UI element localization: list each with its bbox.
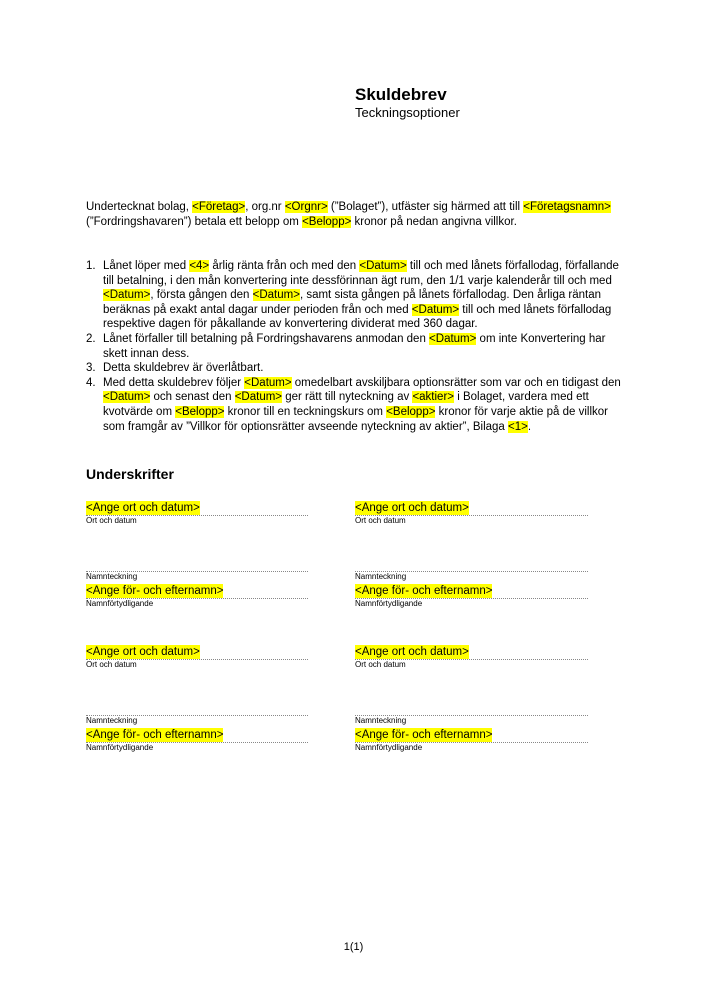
namnfortydligande-label: Namnförtydligande: [355, 599, 423, 608]
namnfortydligande-label: Namnförtydligande: [86, 599, 154, 608]
placeholder-field[interactable]: <aktier>: [412, 391, 454, 404]
term-text: [103, 259, 626, 332]
placeholder-field[interactable]: <Orgnr>: [284, 201, 328, 213]
placeholder-field[interactable]: <Datum>: [244, 376, 292, 389]
text-run: ger rätt till nyteckning av: [282, 391, 413, 404]
placeholder-field[interactable]: <Ange för- och efternamn>: [355, 729, 493, 741]
signature-block: [355, 644, 588, 753]
placeholder-field[interactable]: <Företagsnamn>: [523, 201, 611, 213]
namnfortydligande-field[interactable]: [86, 727, 308, 743]
text-run: .: [527, 420, 532, 433]
placeholder-field[interactable]: <Datum>: [252, 289, 300, 302]
signatures-heading: Underskrifter: [86, 466, 174, 482]
term-number: 3.: [86, 362, 96, 375]
text-run: och senast den: [150, 391, 235, 404]
ort-och-datum-field[interactable]: [86, 500, 308, 516]
document-title: Skuldebrev: [355, 85, 447, 104]
signature-group: [86, 644, 588, 753]
term-text: [103, 361, 626, 376]
placeholder-field[interactable]: <Belopp>: [175, 405, 225, 418]
placeholder-field[interactable]: <Datum>: [359, 260, 407, 272]
placeholder-field[interactable]: <Belopp>: [386, 405, 436, 418]
namnfortydligande-field[interactable]: [355, 727, 588, 743]
text-run: Detta skuldebrev är överlåtbart.: [103, 362, 264, 375]
signature-block: [355, 500, 588, 609]
text-run: kronor för varje aktie på de villkor som framgår av ”Villkor för optionsrätter avseende nyteckning av aktier”, Bilaga: [103, 405, 609, 433]
namnfortydligande-label: Namnförtydligande: [355, 743, 423, 752]
text-run: Med detta skuldebrev följer: [103, 376, 245, 389]
text-run: kronor på nedan angivna villkor.: [351, 215, 517, 228]
intro-paragraph: [86, 200, 626, 229]
placeholder-field[interactable]: <Datum>: [103, 391, 151, 404]
text-run: , org.nr: [245, 201, 285, 213]
namnteckning-field[interactable]: [355, 557, 588, 572]
ort-och-datum-label: Ort och datum: [355, 516, 406, 525]
text-run: Lånet löper med: [103, 260, 190, 272]
text-run: omedelbart avskiljbara optionsrätter som var och en tidigast den: [291, 376, 621, 389]
placeholder-field[interactable]: <Datum>: [429, 332, 477, 345]
namnteckning-label: Namnteckning: [355, 572, 407, 581]
document-subtitle: Teckningsoptioner: [355, 105, 460, 120]
ort-och-datum-field[interactable]: [355, 644, 588, 660]
namnteckning-field[interactable]: [355, 701, 588, 716]
placeholder-field[interactable]: <Ange ort och datum>: [355, 502, 469, 514]
namnteckning-field[interactable]: [86, 557, 308, 572]
terms-list: [86, 259, 626, 434]
text-run: till och med lånets förfallodag respektive dagen för påkallande av konvertering dividerat med 360 dagar.: [103, 303, 612, 331]
term-item: [86, 361, 626, 376]
placeholder-field[interactable]: <Ange för- och efternamn>: [355, 585, 493, 597]
text-run: (”Bolaget”), utfäster sig härmed att till: [327, 201, 524, 213]
text-run: Undertecknat bolag,: [86, 201, 193, 213]
namnfortydligande-field[interactable]: [86, 583, 308, 599]
placeholder-field[interactable]: <Ange för- och efternamn>: [86, 585, 224, 597]
text-run: kronor till en teckningskurs om: [224, 405, 387, 418]
document-header: [355, 85, 460, 120]
text-run: i Bolaget, vardera med ett kvotvärde om: [103, 391, 589, 418]
signature-block: [86, 644, 308, 753]
text-run: årlig ränta från och med den: [209, 260, 360, 272]
ort-och-datum-field[interactable]: [355, 500, 588, 516]
namnteckning-field[interactable]: [86, 701, 308, 716]
namnfortydligande-field[interactable]: [355, 583, 588, 599]
term-item: [86, 332, 626, 361]
placeholder-field[interactable]: <Belopp>: [302, 215, 352, 228]
term-number: 1.: [86, 260, 96, 272]
placeholder-field[interactable]: <Ange ort och datum>: [355, 646, 469, 658]
placeholder-field[interactable]: <Ange ort och datum>: [86, 502, 200, 514]
namnteckning-label: Namnteckning: [355, 716, 407, 725]
ort-och-datum-label: Ort och datum: [86, 660, 137, 669]
namnteckning-label: Namnteckning: [86, 572, 138, 581]
placeholder-field[interactable]: <1>: [508, 420, 528, 433]
placeholder-field[interactable]: <4>: [189, 260, 210, 272]
term-item: [86, 376, 626, 434]
page-number: 1(1): [343, 941, 364, 953]
text-run: om inte Konvertering har skett innan dess.: [103, 332, 606, 360]
signature-group: [86, 500, 588, 609]
text-run: , samt sista gången på lånets förfallodag. Den årliga räntan beräknas på exakt antal dagar under perioden från och med: [103, 289, 602, 316]
placeholder-field[interactable]: <Företag>: [192, 201, 246, 213]
ort-och-datum-label: Ort och datum: [355, 660, 406, 669]
text-run: Lånet förfaller till betalning på Fordringshavarens anmodan den: [103, 332, 430, 345]
ort-och-datum-label: Ort och datum: [86, 516, 137, 525]
term-text: [103, 376, 626, 434]
namnfortydligande-label: Namnförtydligande: [86, 743, 154, 752]
text-run: (”Fordringshavaren”) betala ett belopp om: [86, 215, 303, 228]
term-number: 4.: [86, 376, 96, 389]
ort-och-datum-field[interactable]: [86, 644, 308, 660]
text-run: till och med lånets förfallodag, förfallande till betalning, i den mån konvertering inte dessförinnan ägt rum, den 1/1 varje kalenderår till och med: [103, 260, 619, 287]
placeholder-field[interactable]: <Datum>: [411, 303, 460, 316]
term-text: [103, 332, 626, 361]
placeholder-field[interactable]: <Ange ort och datum>: [86, 646, 200, 658]
placeholder-field[interactable]: <Ange för- och efternamn>: [86, 729, 224, 741]
namnteckning-label: Namnteckning: [86, 716, 138, 725]
term-item: [86, 259, 626, 332]
placeholder-field[interactable]: <Datum>: [103, 289, 151, 302]
text-run: , första gången den: [150, 289, 253, 302]
term-number: 2.: [86, 332, 96, 345]
signature-block: [86, 500, 308, 609]
placeholder-field[interactable]: <Datum>: [234, 391, 283, 404]
